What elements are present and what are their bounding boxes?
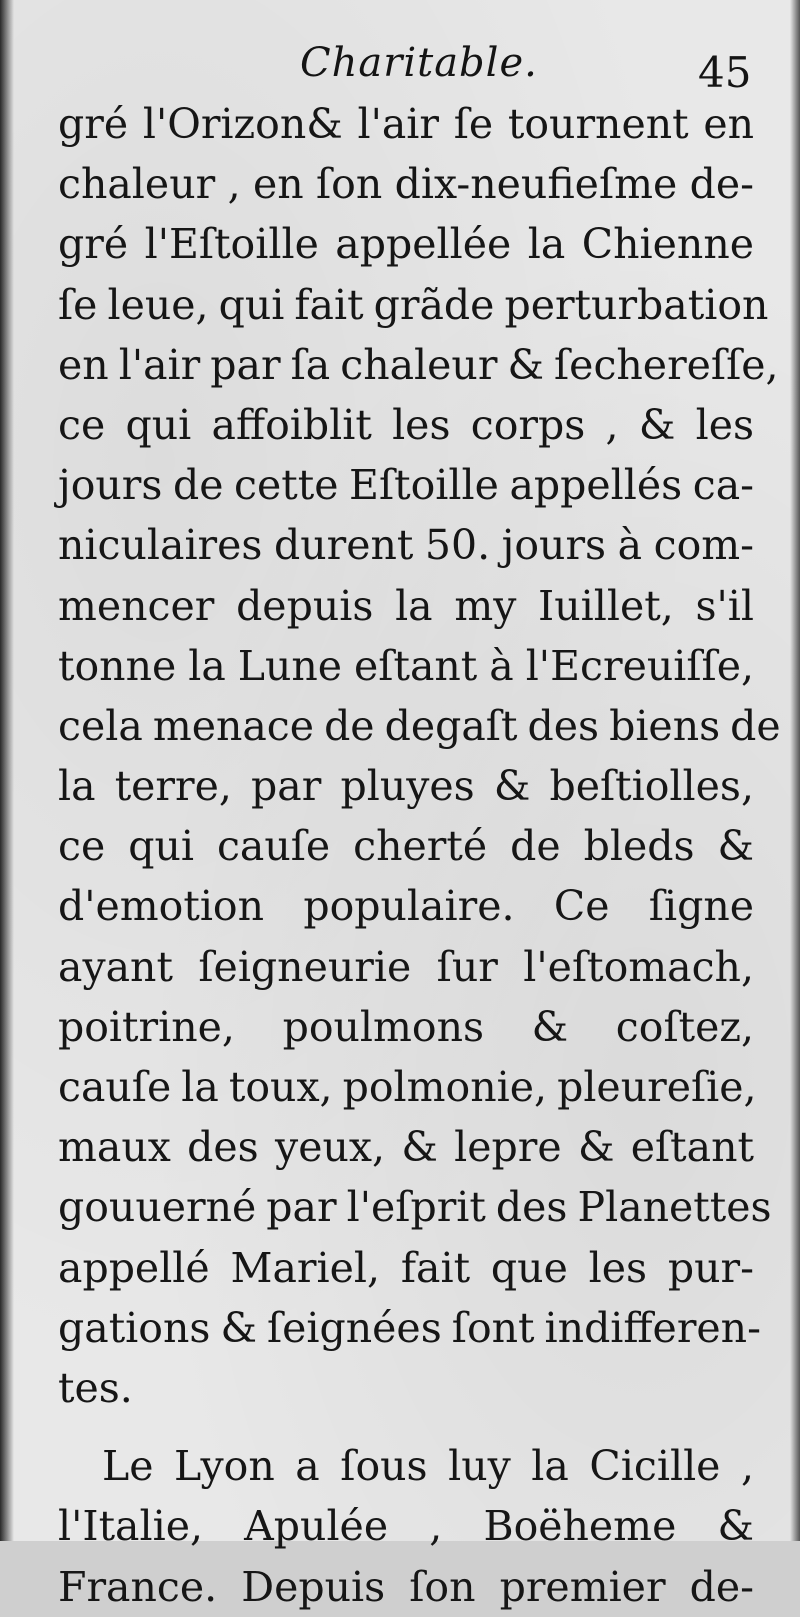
text-line: cauſe la toux, polmonie, pleureſie, <box>58 1063 757 1111</box>
text-line: ayant ſeigneurie ſur l'eſtomach, <box>58 942 754 991</box>
text-line: gré l'Orizon& l'air ſe tournent en <box>58 100 754 148</box>
paragraph <box>58 94 781 1418</box>
text-line: Le Lyon a ſous luy la Cicille , <box>102 1442 754 1491</box>
paragraph <box>58 1436 754 1617</box>
text-line: l'Italie, Apulée , Boëheme & <box>58 1502 754 1551</box>
text-line: cela menace de degaſt des biens de <box>58 701 781 750</box>
paragraph-gap <box>58 1418 754 1436</box>
text-line: en l'air par ſa chaleur & ſechereſſe, <box>58 340 779 389</box>
text-line: jours de cette Eſtoille appellés ca- <box>58 461 754 510</box>
text-line: ſe leue, qui fait grãde perturbation <box>58 280 769 329</box>
text-line: maux des yeux, & lepre & eſtant <box>58 1123 754 1172</box>
text-line: France. Depuis ſon premier de- <box>58 1562 754 1611</box>
text-line: d'emotion populaire. Ce ſigne <box>58 882 754 931</box>
text-line: ce qui cauſe cherté de bleds & <box>58 822 754 871</box>
text-line: la terre, par pluyes & beſtiolles, <box>58 762 754 811</box>
text-line: poitrine, poulmons & coſtez, <box>58 1002 754 1051</box>
text-line: tes. <box>58 1363 133 1412</box>
text-line: gré l'Eſtoille appellée la Chienne <box>58 220 754 269</box>
text-line: appellé Mariel, fait que les pur- <box>58 1243 754 1292</box>
text-line: niculaires durent 50. jours à com- <box>58 521 754 570</box>
page-number: 45 <box>698 48 752 97</box>
body-text <box>58 94 781 1617</box>
text-line: mencer depuis la my Iuillet, s'il <box>58 581 754 630</box>
page-right-edge-shadow <box>790 0 800 1541</box>
text-line: ce qui affoiblit les corps , & les <box>58 400 754 449</box>
text-line: gouuerné par l'eſprit des Planettes <box>58 1183 772 1232</box>
text-line: gations & ſeignées ſont indifferen- <box>58 1303 761 1352</box>
text-line: chaleur , en ſon dix-neufieſme de- <box>58 160 754 209</box>
running-head <box>0 40 800 100</box>
running-head-title: Charitable. <box>300 40 538 86</box>
page-left-edge-shadow <box>0 0 14 1541</box>
text-line: tonne la Lune eſtant à l'Ecreuiſſe, <box>58 641 754 690</box>
